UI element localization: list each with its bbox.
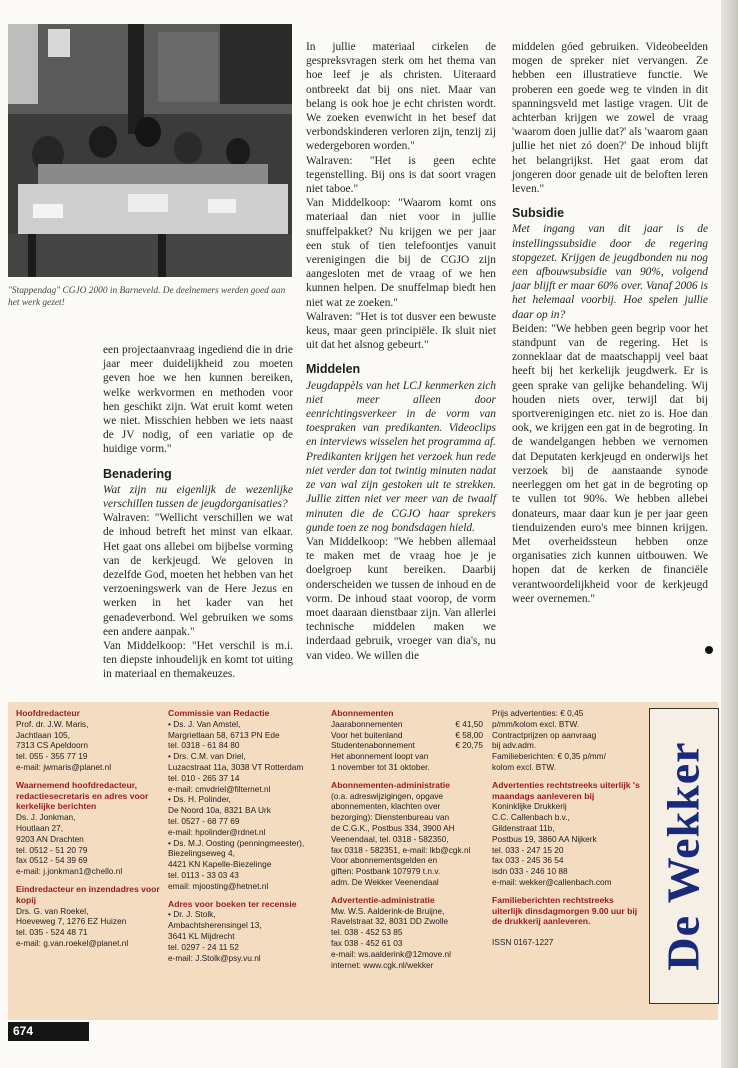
colophon-line: Gildenstraat 11b, <box>492 822 555 833</box>
page-edge-shadow <box>721 0 738 1068</box>
paragraph: In jullie materiaal cirkelen de gespreksvragen sterk om het thema van hoe leef je als christen. Uiteraard ontbreekt dat bij ons niet. Maar van belang is ook hoe je echt christen wordt. We zoeken evenwicht in het besef dat verbondskinderen verloren zijn, tenzij zij wedergeboren worden." <box>306 41 496 153</box>
colophon-line: fax 0512 - 54 39 69 <box>16 855 88 866</box>
colophon-heading: Advertenties rechtstreeks uiterlijk 's maandags aanleveren bij <box>492 779 640 801</box>
colophon-line: tel. 035 - 524 48 71 <box>16 927 88 938</box>
colophon-line: tel. 0297 - 24 11 52 <box>168 941 239 952</box>
colophon-line: Ds. J. Jonkman, <box>16 812 76 823</box>
article-column-3 <box>512 40 708 606</box>
paragraph: middelen góed gebruiken. Videobeelden mogen de spreker niet vervangen. Ze hebben een illustratieve functie. We proberen een goede weg te vinden in dit spanningsveld met lastige vragen. Uit de achterban krijgen we zowel de vraag 'waarom doen jullie dat?' als 'waarom gaan jullie het niet zó doen?' De inhoud blijft het belangrijkst. Het gaat erom dat jongeren door genade uit de beloften leren leven." <box>512 41 708 196</box>
section-intro: Jeugdappèls van het LCJ kenmerken zich niet meer alleen door eenrichtingsverkeer in de vorm van toespraken van predikanten. Videoclips en interviews wisselen het programma af. Predikanten krijgen het verzoek hun rede niet verder dan tot twintig minuten nadat ze van wal zijn gestoken uit te strekken. Jullie zitten niet ver meer van de twaalf minuten die de CGJO haar sprekers gunde toen ze nog bondsdagen hield. <box>306 379 496 534</box>
colophon-column-3 <box>331 708 483 970</box>
colophon-line: fax 038 - 452 61 03 <box>331 937 403 948</box>
colophon-heading: Waarnemend hoofdredacteur, redactiesecretaris en adres voor kerkelijke berichten <box>16 779 149 812</box>
colophon-heading: Abonnementen <box>331 708 394 718</box>
colophon-email[interactable]: e-mail: J.Stolk@psy.vu.nl <box>168 952 261 963</box>
colophon-heading: Commissie van Redactie <box>168 708 270 718</box>
photo-caption: "Stappendag" CGJO 2000 in Barneveld. De deelnemers werden goed aan het werk gezet! <box>8 286 286 308</box>
paragraph: Van Middelkoop: "Het verschil is m.i. ten diepste inhoudelijk en komt tot uiting in materiaal en themakeuzes. <box>103 640 293 681</box>
paragraph: Walraven: "Wellicht verschillen we wat de inhoud betreft het minst van elkaar. Het gaat ons allebei om bijbelse vorming van de kerkjeugd. We geloven in dezelfde God, moeten het hebben van het verzoeningswerk van de Here Jezus en werken in het kader van het genadeverbond. Wel gebruiken we soms een andere aanpak." <box>103 512 293 638</box>
colophon-line: Koninklijke Drukkerij <box>492 801 567 812</box>
colophon-email[interactable]: e-mail: j.jonkman1@chello.nl <box>16 866 123 877</box>
colophon-email[interactable]: e-mail: wekker@callenbach.com <box>492 876 612 887</box>
colophon-heading: Familieberichten rechtstreeks uiterlijk dinsdagmorgen 9.00 uur bij de drukkerij aanleveren. <box>492 894 638 927</box>
price-value: € 20,75 <box>455 740 483 751</box>
colophon-line: De Noord 10a, 8321 BA Urk <box>168 805 271 816</box>
colophon-line: Luzacstraat 11a, 3038 VT Rotterdam <box>168 761 304 772</box>
colophon-line: • Ds. J. Van Amstel, <box>168 718 241 729</box>
colophon-line: Ravelstraat 32, 8031 DD Zwolle <box>331 916 449 927</box>
section-heading-benadering: Benadering <box>103 466 172 481</box>
colophon-email[interactable]: e-mail: hpolinder@rdnet.nl <box>168 826 266 837</box>
colophon-line: • Dr. J. Stolk, <box>168 909 216 920</box>
colophon-column-1 <box>16 708 166 949</box>
colophon-line: 3641 KL Mijdrecht <box>168 930 235 941</box>
colophon-heading: Adres voor boeken ter recensie <box>168 898 297 909</box>
price-label: Voor het buitenland <box>331 729 403 740</box>
price-row <box>331 740 483 751</box>
price-label: Studentenabonnement <box>331 740 415 751</box>
logo-text: De Wekker <box>657 741 709 971</box>
colophon-line: tel. 038 - 452 53 85 <box>331 927 403 938</box>
colophon-line: tel. 0512 - 51 20 79 <box>16 844 88 855</box>
colophon-line: Houtlaan 27, <box>16 822 64 833</box>
colophon-email[interactable]: e-mail: ws.aalderink@12move.nl <box>331 948 452 959</box>
section-intro: Met ingang van dit jaar is de instellingssubsidie door de regering stopgezet. Krijgen de jeugdbonden nu nog een afbouwsubsidie van 90%, volgend jaar blijft er maar 60% over. Vanaf 2006 is het helemaal voorbij. Hoe spelen jullie daar op in? <box>512 223 708 321</box>
colophon-line: tel. 010 - 265 37 14 <box>168 772 240 783</box>
end-of-article-bullet-icon <box>705 646 713 654</box>
colophon-line: tel. 0318 - 61 84 80 <box>168 740 240 751</box>
colophon-line: Veenendaal, tel. 0318 - 582350, <box>331 833 449 844</box>
colophon-column-4 <box>492 708 642 948</box>
de-wekker-logo <box>649 708 719 1004</box>
colophon-line: fax 033 - 245 36 54 <box>492 855 564 866</box>
colophon-line: 1 november tot 31 oktober. <box>331 761 430 772</box>
colophon-line: tel. 0527 - 68 77 69 <box>168 815 240 826</box>
colophon-email[interactable]: e-mail: cmvdriel@filternet.nl <box>168 783 271 794</box>
paragraph: Van Middelkoop: "Waarom komt ons materiaal dan niet voor in jullie snuffelpakket? Nu krijgen we per jaar een stuk of tien telefoontjes vanuit verenigingen die bij de CGJO zijn aangesloten met de vraag of we hen kunnen helpen. De snuffelmap biedt hen niet wat ze zoeken." <box>306 197 496 309</box>
colophon-heading: Hoofdredacteur <box>16 708 80 718</box>
colophon-line: bezorging): Dienstenbureau van <box>331 812 450 823</box>
colophon-heading: Eindredacteur en inzendadres voor kopij <box>16 883 160 905</box>
colophon-line: p/mm/kolom excl. BTW. <box>492 718 580 729</box>
paragraph: Walraven: "Het is geen echte tegenstelling. Bij ons is dat soort vragen niet taboe." <box>306 154 496 196</box>
price-row <box>331 719 483 730</box>
colophon-line: de C.G.K., Postbus 334, 3900 AH <box>331 822 455 833</box>
colophon-line: Familieberichten: € 0,35 p/mm/ <box>492 751 606 762</box>
colophon-line: Mw. W.S. Aalderink-de Bruijne, <box>331 905 445 916</box>
colophon-line: • Ds. M.J. Oosting (penningmeester), <box>168 837 305 848</box>
section-heading-middelen: Middelen <box>306 362 361 377</box>
colophon-line: Prijs advertenties: € 0,45 <box>492 708 584 718</box>
colophon-website-link[interactable]: internet: www.cgk.nl/wekker <box>331 959 434 970</box>
classroom-photo-image <box>8 24 292 277</box>
colophon-email[interactable]: e-mail: g.van.roekel@planet.nl <box>16 937 129 948</box>
group-photo <box>8 24 292 277</box>
price-value: € 41,50 <box>455 718 483 729</box>
price-label: Jaarabonnementen <box>331 718 403 729</box>
colophon-email[interactable]: fax 0318 - 582351, e-mail: lkb@cgk.nl <box>331 844 471 855</box>
colophon-line: bij adv.adm. <box>492 740 537 751</box>
colophon-line: 7313 CS Apeldoorn <box>16 740 88 751</box>
colophon-line: isdn 033 - 246 10 88 <box>492 866 568 877</box>
colophon-line: adm. De Wekker Veenendaal <box>331 876 439 887</box>
colophon-line: Contractprijzen op aanvraag <box>492 729 597 740</box>
colophon-line: Postbus 19, 3860 AA Nijkerk <box>492 833 597 844</box>
section-heading-subsidie: Subsidie <box>512 206 565 221</box>
colophon-line: Voor abonnementsgelden en <box>331 855 438 866</box>
issn-number: ISSN 0167-1227 <box>492 937 554 948</box>
colophon-line: abonnementen, klachten over <box>331 801 441 812</box>
paragraph: Beiden: "We hebben geen begrip voor het standpunt van de regering. Het is zonneklaar dat de maatschappij veel baat heeft bij het kerkelijk jeugdwerk. Er is geen sprake van gelijke behandeling. Wij houden niets over, terwijl dat bij sportverenigingen etc. niet zo is. Hoe dan ook, we krijgen een gat in de begroting. In de wandelgangen hebben we vernomen dat Deputaten kerkjeugd en onderwijs het verzoek bij de aanstaande synode neerleggen om het gat in de begroting op te vullen tot 90%. We hebben allebei donateurs, maar daar kun je per jaar geen tienduizenden euro's mee binnen krijgen. Met overheidssteun hebben onze organisaties zich kunnen uitbouwen. We hopen dat de kerken de financiële verantwoordelijkheid voor de kerkjeugd weer overnemen." <box>512 322 708 605</box>
colophon-line: Drs. G. van Roekel, <box>16 905 89 916</box>
colophon-email[interactable]: email: mjoosting@hetnet.nl <box>168 880 269 891</box>
article-column-1 <box>103 343 293 682</box>
colophon-heading: Abonnementen-administratie <box>331 779 450 790</box>
colophon-line: Het abonnement loopt van <box>331 751 429 762</box>
colophon-line: Prof. dr. J.W. Maris, <box>16 718 89 729</box>
section-intro: Wat zijn nu eigenlijk de wezenlijke verschillen tussen de jeugdorganisaties? <box>103 483 293 511</box>
colophon-line: tel. 055 - 355 77 19 <box>16 751 88 762</box>
colophon-line: Hoeveweg 7, 1276 EZ Huizen <box>16 916 127 927</box>
colophon-line: giften: Postbank 107979 t.n.v. <box>331 866 441 877</box>
article-column-2 <box>306 40 496 663</box>
colophon-line: (o.a. adreswijzigingen, opgave <box>331 790 444 801</box>
colophon-line: tel. 0113 - 33 03 43 <box>168 869 239 880</box>
colophon-line: tel. 033 - 247 15 20 <box>492 844 564 855</box>
price-row <box>331 730 483 741</box>
colophon-line: kolom excl. BTW. <box>492 761 557 772</box>
colophon-line: Jachtlaan 105, <box>16 729 70 740</box>
page-number: 674 <box>8 1022 89 1041</box>
colophon-line: Biezelingseweg 4, <box>168 848 235 859</box>
price-value: € 58,00 <box>455 729 483 740</box>
colophon <box>8 702 718 1020</box>
colophon-column-2 <box>168 708 323 963</box>
colophon-line: • Ds. H. Polinder, <box>168 794 231 805</box>
colophon-line: 4421 KN Kapelle-Biezelinge <box>168 859 272 870</box>
paragraph: Walraven: "Het is tot dusver een bewuste keus, maar geen principiële. Ik sluit niet uit dat het alsnog gebeurt." <box>306 310 496 352</box>
colophon-heading: Advertentie-administratie <box>331 894 435 905</box>
colophon-line: Ambachtsherensingel 13, <box>168 920 262 931</box>
colophon-line: C.C. Callenbach b.v., <box>492 812 570 823</box>
paragraph: een projectaanvraag ingediend die in drie jaar meer duidelijkheid zou moeten geven hoe we hen kunnen bereiken, welke werkvormen en methoden voor hen geschikt zijn. Wat eruit komt weten we niet. Misschien hebben we iets naast de JV nodig, of een variatie op de huidige vorm." <box>103 344 293 456</box>
paragraph: Van Middelkoop: "We hebben allemaal te maken met de vraag hoe je je doelgroep kunt bereiken. Daarbij onderscheiden we tussen de inhoud en de vorm. De inhoud staat voorop, de vorm moet daaraan dienstbaar zijn. Van allerlei technische middelen maken we inderdaad gebruik, vroeger van dia's, nu van video. We willen die <box>306 535 496 662</box>
colophon-line: Margrietlaan 58, 6713 PN Ede <box>168 729 280 740</box>
colophon-line: • Drs. C.M. van Driel, <box>168 751 246 762</box>
colophon-line: 9203 AN Drachten <box>16 833 84 844</box>
colophon-email[interactable]: e-mail: jwmaris@planet.nl <box>16 761 112 772</box>
